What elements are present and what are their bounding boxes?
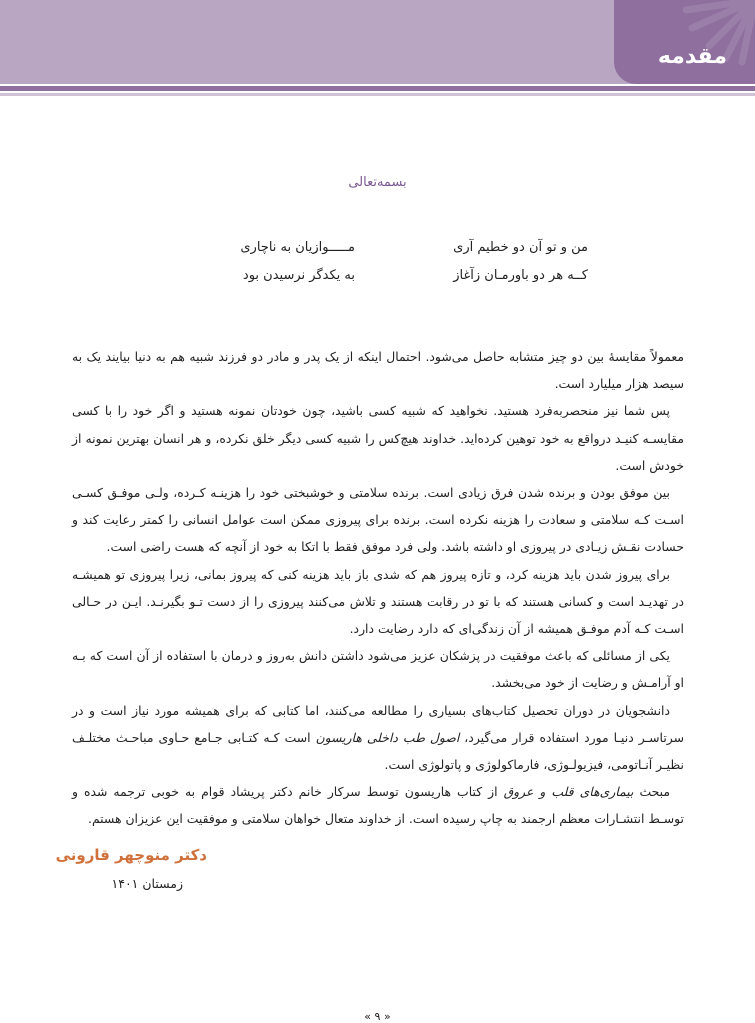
paragraph-text: از کتاب هاریسون توسط سرکار خانم دکتر پریشاد قوام به خوبی ترجمه شده و توسـط انتشـارات معظم ارجمند به چاپ رسیده است. از خداوند متعال خواهان سلامتی و موفقیت این عزیزان هستم.	[72, 784, 684, 827]
book-title: اصول طب داخلی هاریسون	[315, 729, 460, 745]
page-title: مقدمه	[657, 44, 727, 69]
paragraph: پس شما نیز منحصربه‌فرد هستید. نخواهید که شبیه کسی باشید، چون خودتان نمونه هستید و اگر خود را با کسی مقایسـه کنیـد درواقع به خود توهین کرده‌اید. خداوند هیچ‌کس را شبیه کسی دیگر خلق نکرده، و هر انسان بهترین نمونه از خودش است.	[72, 403, 684, 473]
paragraph: بین موفق بودن و برنده شدن فرق زیادی است. برنده سلامتی و خوشبختی خود را هزینـه کـرده، ولـی موفـق کسـی اسـت کـه سلامتی و سعادت را هزینه نکرده است. برنده برای پیروزی ممکن است عوامل انسانی را کمتر رعایت کند و حسادت نقـش زیـادی در پیروزی او داشته باشد. ولی فرد موفق فقط با اتکا به خود از آنچه که هست راضی است.	[72, 485, 684, 555]
poem-line2-right: کــه هر دو باورمـان زآغاز	[453, 268, 588, 283]
poem-line1-left: مـــــوازیان به ناچاری	[240, 240, 355, 255]
header-rule-light	[0, 93, 755, 96]
paragraph: معمولاً مقایسهٔ بین دو چیز متشابه حاصل می‌شود. احتمال اینکه از یک پدر و مادر دو فرزند شبیه هم به دنیا بیایند یک به سیصد هزار میلیارد است.	[72, 349, 684, 392]
topic-title: بیماری‌های قلب و عروق	[503, 784, 634, 800]
page-number: « ۹ »	[364, 1010, 391, 1023]
author-signature: دکتر منوچهر قارونی	[55, 846, 207, 864]
header-title-tab	[614, 0, 755, 84]
poem-line2-left: به یکدگر نرسیدن بود	[242, 268, 355, 283]
decorative-rays-icon	[614, 0, 755, 84]
basmala-heading: بسمه‌تعالی	[348, 175, 407, 190]
poem-line1-right: من و تو آن دو خطیم آری	[453, 240, 588, 255]
paragraph: یکی از مسائلی که باعث موفقیت در پزشکان عزیز می‌شود داشتن دانش به‌روز و درمان با استفاده از آن است که بـه او آرامـش و رضایت از خود می‌بخشد.	[72, 648, 684, 691]
header-rule	[0, 86, 755, 91]
paragraph	[72, 697, 684, 779]
signature-date: زمستان ۱۴۰۱	[111, 876, 183, 891]
preface-body	[72, 343, 684, 833]
paragraph-text: مبحث	[633, 784, 670, 800]
paragraph	[72, 778, 684, 832]
paragraph-text: دانشجویان در دوران تحصیل کتاب‌های بسیاری را مطالعه می‌کنند، اما کتابی که برای همیشه مورد نیاز است و در سرتاسـر دنیـا مورد استفاده قرار می‌گیرد،	[72, 702, 685, 745]
paragraph-text: است کـه کتـابی جـامع حـاوی مباحـث مختلـف نظیـر آنـاتومی، فیزیولـوژی، فارماکولوژی و پاتولوژی است.	[72, 729, 684, 773]
paragraph: برای پیروز شدن باید هزینه کرد، و تازه پیروز هم که شدی باز باید هزینه کنی که پیروز بمانی، زیرا پیروزی تو همیشـه در تهدیـد است و کسانی هستند که با تو در رقابت هستند و تلاش می‌کنند پیروزی را از دست تـو بگیرنـد. ایـن در حـالی اسـت کـه آدم موفـق همیشه از آن زندگی‌ای که دارد رضایت دارد.	[72, 566, 684, 637]
